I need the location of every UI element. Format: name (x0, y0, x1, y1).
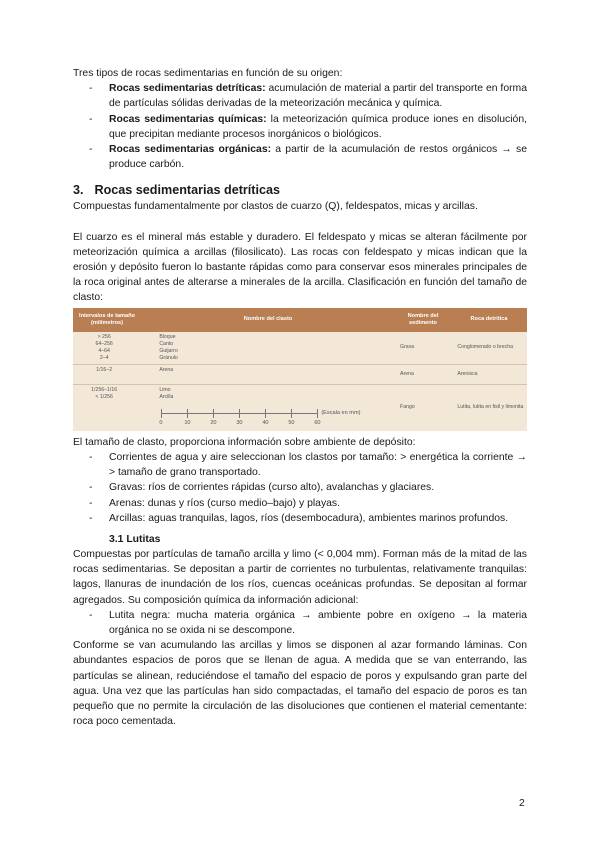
page-number: 2 (519, 798, 525, 809)
list-item: - Corrientes de agua y aire seleccionan los clastos por tamaño: > energética la corriente → > tamaño de grano transportado. (109, 450, 527, 480)
section-title: Rocas sedimentarias detríticas (94, 183, 280, 198)
clast-name-cell: Bloque (159, 333, 176, 340)
scale-tick (161, 409, 162, 418)
header-rock: Roca detrítica (470, 316, 508, 323)
list-item (109, 112, 527, 142)
table-row (73, 332, 527, 365)
rock-cell: Lutita, lutita en fisil y limonita (457, 404, 524, 411)
section-number: 3. (73, 183, 84, 198)
clast-name-cell: Guijarro (159, 347, 178, 354)
header-interval: Intervalos de tamaño (milímetros) (79, 312, 135, 326)
scale-tick (291, 409, 292, 418)
rock-cell: Conglomerado o brecha (457, 344, 514, 351)
section-3-heading (73, 182, 527, 199)
scale-tick-label: 30 (236, 419, 243, 426)
clast-name-cell: Arena (159, 366, 174, 373)
list-item: - Gravas: ríos de corrientes rápidas (curso alto), avalanchas y glaciares. (109, 480, 527, 495)
clast-name-cell: Arcilla (159, 393, 174, 400)
clast-size-list (73, 450, 527, 526)
term-desc: a partir de la acumulación de restos orgánicos → se produce carbón. (109, 144, 527, 171)
term-organic: Rocas sedimentarias orgánicas: (109, 144, 272, 156)
scale-tick-label: 0 (159, 419, 163, 426)
mm-scale (159, 403, 392, 429)
term-chemical: Rocas sedimentarias químicas: (109, 113, 267, 125)
header-clast-name: Nombre del clasto (243, 316, 293, 323)
clast-name-cell: Limo (159, 386, 171, 393)
table-header (73, 308, 527, 332)
intro-text: Tres tipos de rocas sedimentarias en función de su origen: (73, 68, 343, 79)
term-desc: acumulación de material a partir del transporte en forma de partículas sólidas derivadas de la meteorización mecánica y química. (109, 83, 527, 110)
clast-name-cell: Canto (159, 340, 174, 347)
interval-cell: > 256 (97, 333, 111, 340)
lutitas-list (73, 608, 527, 638)
term-detritic: Rocas sedimentarias detríticas: (109, 83, 266, 95)
scale-tick-label: 40 (262, 419, 269, 426)
interval-cell: 4–64 (98, 347, 110, 354)
clast-size-intro: El tamaño de clasto, proporciona información sobre ambiente de depósito: (73, 436, 416, 448)
interval-cell: 1/16–2 (96, 366, 113, 373)
scale-tick (265, 409, 266, 418)
scale-tick-label: 50 (288, 419, 295, 426)
clast-size-table (73, 308, 527, 431)
table-row (73, 365, 527, 385)
scale-tick (187, 409, 188, 418)
list-item (109, 81, 527, 111)
list-item: - Arenas: dunas y ríos (curso medio–bajo) y playas. (109, 496, 527, 511)
term-desc: la meteorización química produce iones en disolución, que precipitan mediante procesos inorgánicos o biológicos. (109, 113, 527, 140)
interval-cell: 64–256 (95, 340, 113, 347)
scale-tick (239, 409, 240, 418)
scale-tick-label: 20 (210, 419, 217, 426)
scale-caption: (Escala en mm) (321, 409, 361, 416)
list-item: - Arcillas: aguas tranquilas, lagos, ríos (desembocadura), ambientes marinos profundos. (109, 511, 527, 526)
list-item: - Lutita negra: mucha materia orgánica → ambiente pobre en oxígeno → la materia orgánica no se oxida ni se descompone. (109, 608, 527, 638)
scale-tick-label: 10 (184, 419, 191, 426)
table-row (73, 385, 527, 431)
header-sediment: Nombre del sedimento (407, 312, 439, 326)
list-item (109, 142, 527, 172)
section-3-lead: Compuestas fundamentalmente por clastos de cuarzo (Q), feldespatos, micas y arcillas. (73, 201, 478, 213)
document-body (73, 66, 527, 730)
sediment-cell: Arena (400, 370, 414, 377)
clast-name-cell: Gránulo (159, 354, 178, 361)
lutitas-paragraph-2: Conforme se van acumulando las arcillas y limos se disponen al azar formando láminas. Con abundantes espacios de poros que se llenan de agua. A medida que se van enterrando, las partículas se alinean, reduciéndose el tamaño del espacio de poros y expulsando gran parte del agua. Una vez que las partículas han sido compactadas, el tamaño del espacio de poros es tan pequeño que no permite la circulación de las disoluciones que contienen el material cementante: roca poco cementada. (73, 640, 527, 728)
scale-tick (317, 409, 318, 418)
lutitas-paragraph-1: Compuestas por partículas de tamaño arcilla y limo (< 0,004 mm). Forman más de la mitad de las rocas sedimentarias. Se depositan a partir de corrientes no turbulentas, relativamente tranquilas: lagos, llanuras de inundación de los ríos, cuencas oceánicas profundas. Se depositan al formar agregados. Su composición química da información adicional: (73, 549, 527, 606)
scale-tick-label: 60 (314, 419, 321, 426)
interval-cell: 2–4 (99, 354, 109, 361)
sediment-cell: Grava (400, 344, 415, 351)
sediment-cell: Fango (400, 404, 415, 411)
rock-cell: Arenisca (457, 370, 478, 377)
origin-types-list (73, 81, 527, 172)
quartz-paragraph: El cuarzo es el mineral más estable y duradero. El feldespato y micas se alteran fácilmente por meteorización química a arcillas (filosilicato). Las rocas con feldespato y micas indican que la erosión y depósito fueron lo bastante rápidas como para conservar esos minerales principales de la roca original antes de alterarse a minerales de la arcilla. Clasificación en función del tamaño de clasto: (73, 231, 527, 304)
interval-cell: 1/256–1/16 (91, 386, 118, 393)
interval-cell: < 1/256 (95, 393, 113, 400)
scale-tick (213, 409, 214, 418)
section-3-1-heading: 3.1 Lutitas (109, 534, 161, 546)
